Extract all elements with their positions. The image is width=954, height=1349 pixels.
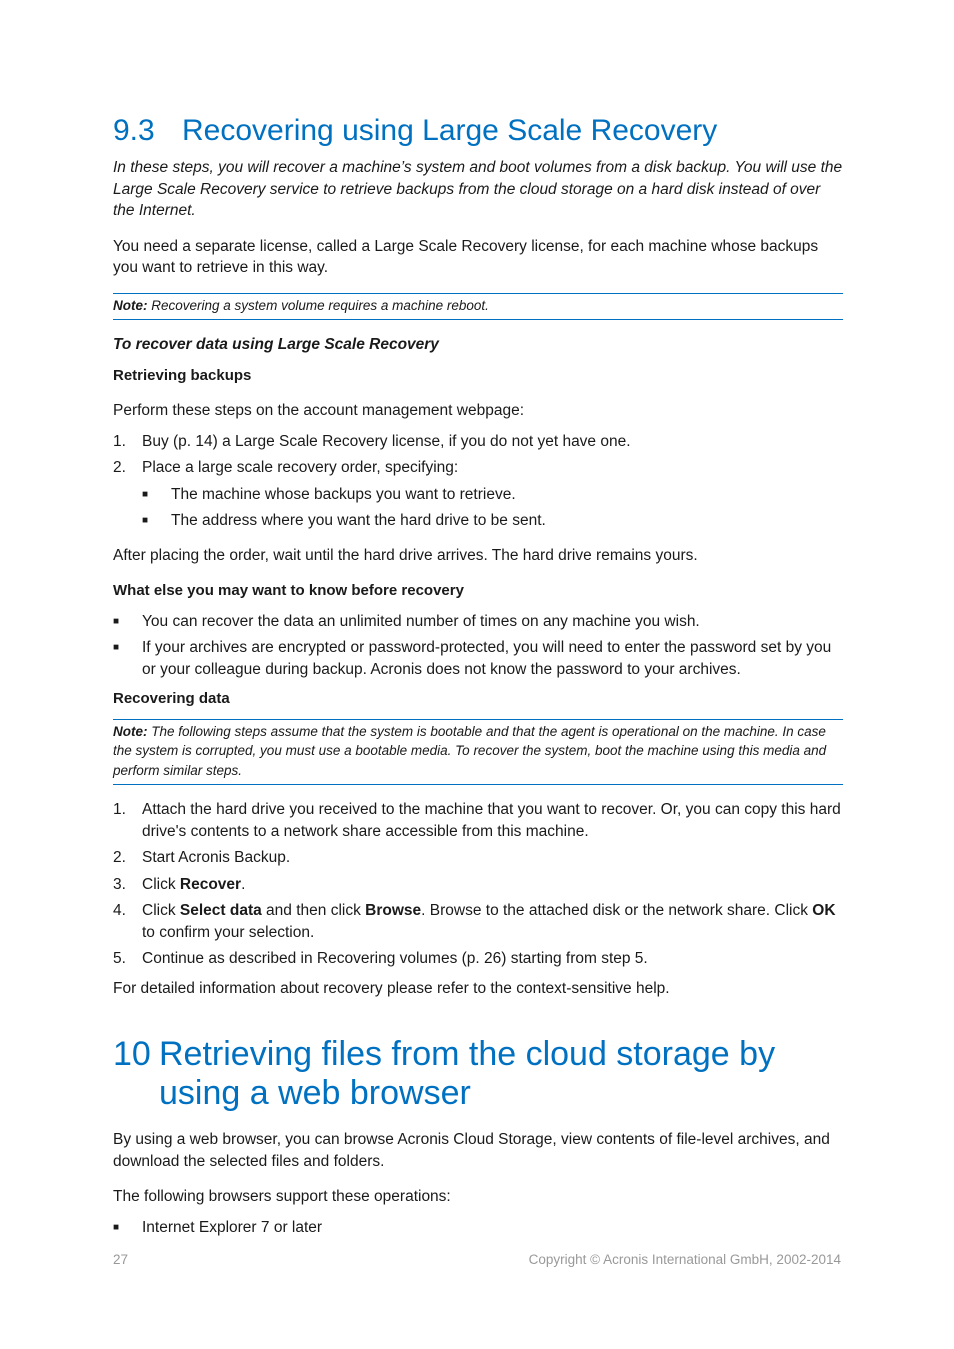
note-reboot	[113, 293, 843, 321]
retrieving-after: After placing the order, wait until the hard drive arrives. The hard drive remains yours.	[113, 546, 698, 564]
note-label: Note:	[113, 723, 148, 739]
step-text: Attach the hard drive you received to the machine that you want to recover. Or, you can copy this hard drive's contents to a network share accessible from this machine.	[142, 801, 841, 840]
bullet-text: The machine whose backups you want to retrieve.	[171, 485, 516, 503]
copyright-text: Copyright © Acronis International GmbH, 2002-2014	[528, 1252, 841, 1267]
bullet-text: Internet Explorer 7 or later	[142, 1218, 323, 1236]
list-item	[113, 847, 843, 869]
retrieving-heading: Retrieving backups	[113, 366, 252, 384]
chapter-paragraph-2: The following browsers support these operations:	[113, 1188, 451, 1205]
step-text	[142, 874, 843, 896]
retrieving-intro: Perform these steps on the account management webpage:	[113, 402, 524, 419]
step-text-part: . Browse to the attached disk or the network share. Click	[421, 902, 813, 919]
section-heading	[113, 112, 843, 150]
license-paragraph: You need a separate license, called a Large Scale Recovery license, for each machine whose backups you want to retrieve in this way.	[113, 237, 819, 276]
step-text-part: Click	[142, 902, 180, 919]
bullet-icon: ■	[113, 1221, 120, 1233]
bullet-icon: ■	[142, 488, 149, 500]
step-number: 4.	[113, 902, 126, 919]
bullet-icon: ■	[113, 615, 120, 627]
section-number: 9.3	[113, 114, 155, 147]
browser-list	[113, 1217, 843, 1239]
page-number: 27	[113, 1252, 129, 1267]
step-text-part: .	[241, 875, 246, 893]
step-text: Place a large scale recovery order, specifying:	[142, 459, 459, 476]
note-text: Recovering a system volume requires a machine reboot.	[151, 297, 489, 313]
list-item	[113, 637, 843, 680]
step-number: 5.	[113, 950, 126, 967]
step-text-part: Click	[142, 875, 180, 893]
list-item	[142, 484, 843, 506]
bullet-text: You can recover the data an unlimited number of times on any machine you wish.	[142, 612, 700, 630]
whatelse-list	[113, 611, 843, 681]
step-number: 2.	[113, 459, 126, 476]
step-number: 1.	[113, 801, 126, 818]
recovering-heading: Recovering data	[113, 690, 230, 707]
retrieving-steps	[113, 431, 843, 537]
note-bootable	[113, 719, 843, 786]
ui-term-browse: Browse	[365, 902, 422, 919]
procedure-title: To recover data using Large Scale Recovery	[113, 336, 439, 353]
step-number: 3.	[113, 875, 126, 893]
list-item	[113, 1217, 843, 1239]
order-details-list	[142, 484, 843, 532]
list-item	[113, 799, 843, 842]
list-item	[113, 874, 843, 896]
section-title: Recovering using Large Scale Recovery	[182, 114, 718, 147]
step-text-part: to confirm your selection.	[142, 923, 315, 941]
step-number: 1.	[113, 432, 126, 450]
step-text: Continue as described in Recovering volumes (p. 26) starting from step 5.	[142, 950, 648, 967]
step-text-part: and then click	[261, 902, 366, 919]
note-label: Note:	[113, 297, 148, 313]
step-text: Buy (p. 14) a Large Scale Recovery license, if you do not yet have one.	[142, 432, 631, 450]
section-intro: In these steps, you will recover a machine’s system and boot volumes from a disk backup. You will use the Large Scale Recovery service to retrieve backups from the cloud storage on a hard disk instead of over the Internet.	[113, 159, 843, 219]
recovering-after: For detailed information about recovery please refer to the context-sensitive help.	[113, 979, 670, 997]
chapter-number: 10	[113, 1035, 151, 1073]
list-item	[142, 510, 843, 532]
bullet-text: The address where you want the hard drive to be sent.	[171, 512, 546, 529]
ui-term-select-data: Select data	[179, 902, 262, 919]
bullet-icon: ■	[113, 642, 120, 653]
list-item	[113, 611, 843, 633]
list-item	[113, 900, 843, 943]
page-content	[113, 112, 843, 1246]
whatelse-heading: What else you may want to know before recovery	[113, 582, 464, 599]
list-item	[113, 948, 843, 970]
ui-term-ok: OK	[812, 902, 836, 919]
recovering-steps	[113, 799, 843, 970]
note-text: The following steps assume that the system is bootable and that the agent is operational on the machine. In case the system is corrupted, you must use a bootable media. To recover the system, boot the machine using this media and perform similar steps.	[113, 723, 827, 778]
step-number: 2.	[113, 849, 126, 866]
ui-term-recover: Recover	[179, 875, 242, 893]
chapter-paragraph-1: By using a web browser, you can browse Acronis Cloud Storage, view contents of file-level archives, and download the selected files and folders.	[113, 1131, 830, 1170]
bullet-icon: ■	[142, 515, 149, 526]
list-item	[113, 431, 843, 453]
bullet-text: If your archives are encrypted or password-protected, you will need to enter the password set by you or your colleague during backup. Acronis does not know the password to your archives.	[142, 639, 832, 678]
list-item	[113, 457, 843, 537]
step-text	[142, 900, 843, 943]
chapter-heading	[113, 1035, 843, 1113]
chapter-title: Retrieving files from the cloud storage by using a web browser	[159, 1035, 776, 1112]
step-text: Start Acronis Backup.	[142, 849, 291, 866]
